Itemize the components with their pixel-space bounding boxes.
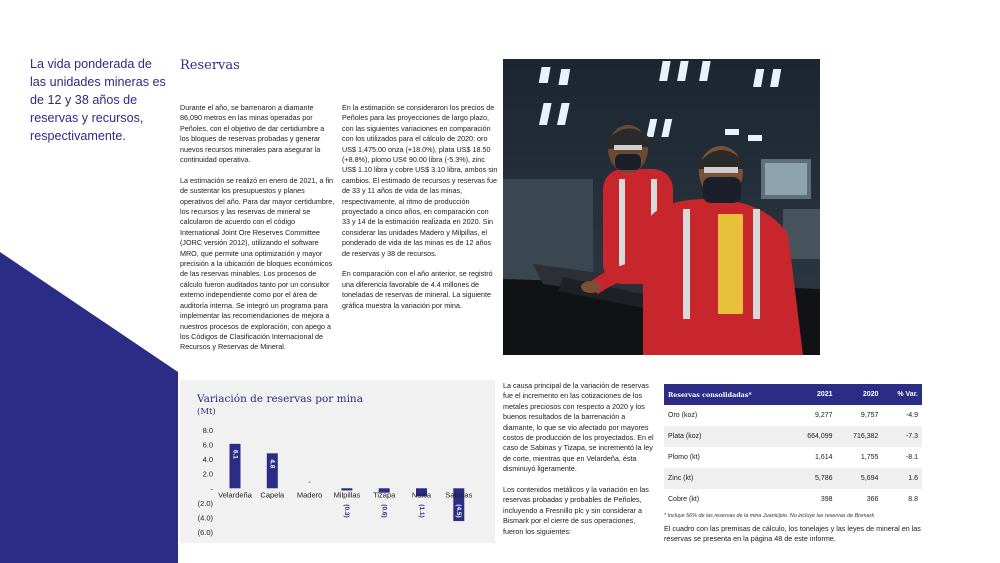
table-cell: -7.3 bbox=[882, 426, 922, 447]
paragraph: Durante el año, se barrenaron a diamante 86,090 metros en las minas operadas por Peñoles, con el objetivo de dar certidumbre a los bloques de reservas probadas y generar nuevos recursos minerales para asegurar la continuidad operativa. bbox=[180, 103, 325, 165]
table-cell: 664,099 bbox=[791, 426, 837, 447]
x-category-label: Madero bbox=[296, 490, 323, 500]
text-column-2 bbox=[342, 103, 498, 322]
control-room-photo bbox=[503, 59, 820, 355]
text-column-1 bbox=[180, 103, 335, 363]
x-category-label: Sabinas bbox=[445, 490, 473, 500]
paragraph: Los contenidos metálicos y la variación en las reservas probadas y probables de Peñoles, incluyendo a Fresnillo plc y sin considerar a Bismark por el cierre de sus operaciones, fueron los siguientes: bbox=[503, 485, 649, 536]
table-cell: 9,757 bbox=[860, 412, 879, 419]
table-cell: Zinc (kt) bbox=[664, 468, 791, 489]
section-title: Reservas bbox=[180, 58, 240, 73]
bar-data-label: (4.5) bbox=[455, 504, 463, 518]
chart-unit-label: (Mt) bbox=[197, 407, 216, 417]
table-cell: 5,694 bbox=[837, 468, 883, 489]
table-row bbox=[664, 489, 922, 510]
bar-data-label: (0.6) bbox=[380, 504, 388, 518]
x-category-label: Capela bbox=[260, 490, 285, 500]
table-header-row bbox=[664, 384, 922, 405]
table-cell: 8.8 bbox=[908, 496, 918, 503]
table-cell: 1,614 bbox=[814, 454, 833, 461]
table-row bbox=[664, 468, 922, 489]
bar-data-label: - bbox=[308, 479, 311, 487]
y-tick-label: 4.0 bbox=[202, 455, 213, 465]
chart-canvas bbox=[180, 380, 495, 543]
table-row bbox=[664, 426, 922, 447]
x-category-label: Naica bbox=[411, 490, 432, 500]
x-category-label: Velardeña bbox=[218, 490, 252, 500]
paragraph: En la estimación se consideraron los precios de Peñoles para las proyecciones de largo plazo, con las siguientes variaciones en comparación con los utilizados para el cálculo de 2020: oro US$ 1,475.00 onza (+18.0%), plata US$ 18.50 (+8.8%), plomo US¢ 90.00 libra (-5.3%), zinc US$ 1.10 libra y cobre US$ 3.10 libra, ambos sin cambios. El estimado de recursos y reservas fue de 33 y 11 años de vida de las minas, respectivamente, al ritmo de producción proyectado a cinco años, en comparación con 33 y 14 de la estimación realizada en 2020. Sin considerar las unidades Madero y Milpillas, el ponderado de vida de las minas es de 12 años de reservas y 38 de recursos. bbox=[342, 103, 498, 258]
bar-data-label: (0.3) bbox=[343, 504, 351, 518]
paragraph: En comparación con el año anterior, se registró una diferencia favorable de 4.4 millones de toneladas de reservas de mineral. La siguiente gráfica muestra la variación por mina. bbox=[342, 269, 493, 310]
table-header: 2021 bbox=[791, 384, 837, 405]
reserves-variation-chart bbox=[180, 380, 495, 543]
table-cell: 5,786 bbox=[791, 468, 837, 489]
table-cell: Plata (koz) bbox=[664, 426, 791, 447]
table-row bbox=[664, 405, 922, 426]
table-cell: 366 bbox=[866, 496, 879, 503]
table-cell: Cobre (kt) bbox=[668, 496, 700, 503]
chart-title: Variación de reservas por mina bbox=[197, 393, 363, 405]
bar-data-label: 4.8 bbox=[268, 459, 276, 469]
table-cell: 9,277 bbox=[814, 412, 833, 419]
table-row bbox=[664, 447, 922, 468]
table-cell: -8.1 bbox=[905, 454, 918, 461]
table-footnote: * Incluye 56% de las reservas de la mina Juanicipio. No incluye las reservas de Bismark. bbox=[664, 513, 876, 519]
x-category-label: Milpillas bbox=[333, 490, 361, 500]
y-tick-label: (2.0) bbox=[197, 498, 213, 508]
table-cell: -4.9 bbox=[905, 412, 918, 419]
y-tick-label: 2.0 bbox=[202, 469, 213, 479]
y-tick-label: (6.0) bbox=[197, 528, 213, 537]
x-category-label: Tizapa bbox=[373, 490, 396, 500]
table-cell: Oro (koz) bbox=[668, 412, 698, 419]
bar-data-label: 6.1 bbox=[231, 449, 239, 459]
y-tick-label: 8.0 bbox=[202, 426, 213, 435]
table-cell: Plomo (kt) bbox=[668, 454, 700, 461]
y-tick-label: - bbox=[210, 484, 213, 494]
pull-quote: La vida ponderada de las unidades mineras es de 12 y 38 años de reservas y recursos, respectivamente. bbox=[30, 57, 166, 143]
table-header: % Var. bbox=[882, 384, 922, 405]
table-header: Reservas consolidadas* bbox=[664, 384, 791, 405]
text-column-3 bbox=[503, 381, 656, 547]
y-tick-label: 6.0 bbox=[202, 440, 213, 450]
table-cell: 398 bbox=[820, 496, 833, 503]
consolidated-reserves-table bbox=[664, 384, 922, 510]
paragraph: La causa principal de la variación de reservas fue el incremento en las cotizaciones de los metales preciosos con respecto a 2020 y los buenos resultados de la barrenación a diamante, lo que se vio afectado por mayores costos de producción de los proyectados. En el caso de Sabinas y Tizapa, se incrementó la ley de corte, mientras que en Velardeña, ésta disminuyó ligeramente. bbox=[503, 381, 654, 474]
y-tick-label: (4.0) bbox=[197, 513, 213, 523]
bar-data-label: (1.1) bbox=[417, 504, 425, 518]
table-header: 2020 bbox=[837, 384, 883, 405]
paragraph: La estimación se realizó en enero de 2021, a fin de sustentar los presupuestos y planes operativos del año. Para dar mayor certidumbre, los recursos y las reservas de mineral se calcularon de acuerdo con el código International Joint Ore Reserves Committee (JORC versión 2012), utilizando el software MRO, que permite una optimización y mayor precisión a la ubicación de bloques económicos de las reservas minables. Los procesos de cálculo fueron auditados tanto por un consultor externo independiente como por el área de auditoría interna. Se integró un programa para implementar las recomendaciones de mejora a nuestros procesos de exploración, con apego a los Códigos de Clasificación Internacional de Recursos y Reservas de Mineral. bbox=[180, 175, 335, 352]
closing-paragraph: El cuadro con las premisas de cálculo, los tonelajes y las leyes de mineral en las reservas se presenta en la página 48 de este informe. bbox=[664, 524, 921, 544]
table-cell: 1,755 bbox=[860, 454, 879, 461]
consolidated-reserves-table-block bbox=[664, 384, 922, 519]
table-cell: 716,382 bbox=[837, 426, 883, 447]
table-cell: 1.6 bbox=[882, 468, 922, 489]
